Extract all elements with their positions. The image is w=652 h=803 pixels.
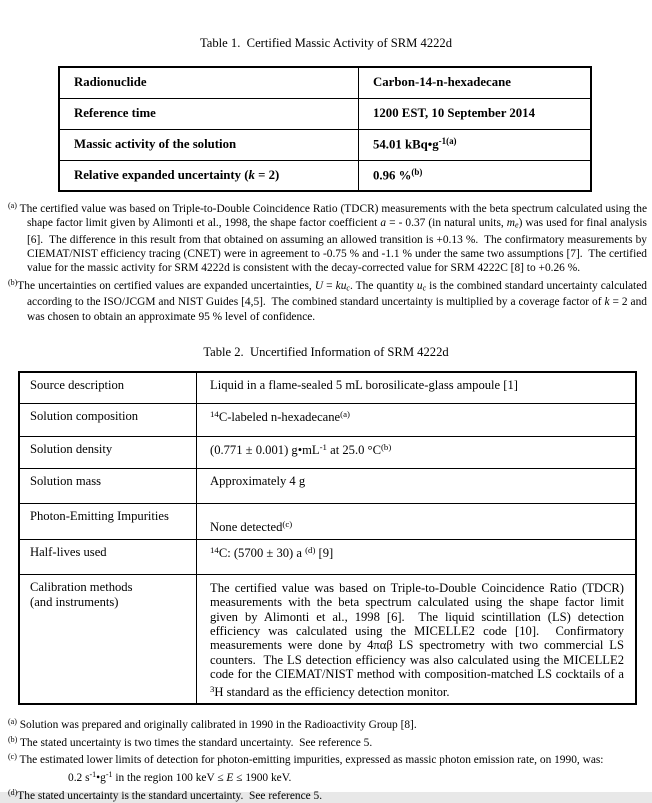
text-segment: ku (336, 280, 347, 292)
table2-label-source-description (19, 372, 197, 403)
table1-footnotes (8, 199, 647, 324)
text-segment: 3 (210, 684, 214, 694)
table-row (59, 129, 591, 160)
text-segment: m (507, 217, 515, 229)
text-segment: (b) (411, 167, 422, 177)
text-segment: Radionuclide (74, 75, 147, 89)
text-segment: -1 (90, 770, 97, 779)
text-segment: Approximately 4 g (210, 474, 305, 488)
table2-label-solution-composition (19, 403, 197, 436)
table2-label-solution-density (19, 436, 197, 468)
text-segment: C: (5700 ± 30) a (219, 546, 305, 560)
text-segment: E (226, 772, 233, 784)
text-segment: (and instruments) (30, 595, 119, 609)
table1-value-uncertainty (359, 160, 592, 191)
table2-label-calibration-methods (19, 574, 197, 704)
text-segment: 0.2 s (68, 772, 90, 784)
text-segment: The uncertainties on certified values are expanded uncertainties, (17, 280, 315, 292)
table1-label-reference-time (59, 98, 359, 129)
text-segment: The stated uncertainty is the standard uncertainty. See reference 5. (17, 789, 322, 801)
table2-value-photon-impurities (197, 503, 637, 539)
text-segment: Calibration methods (30, 580, 132, 594)
table2-value-solution-density (197, 436, 637, 468)
text-segment: k (249, 168, 255, 182)
footnote-b-table2 (8, 733, 647, 751)
text-segment: in the region 100 keV ≤ (113, 772, 227, 784)
text-segment: H standard as the efficiency detection monitor. (214, 685, 449, 699)
text-segment: Solution density (30, 442, 112, 456)
text-segment: -1(a) (439, 136, 457, 146)
table2-label-photon-impurities (19, 503, 197, 539)
text-segment: (d) (8, 788, 17, 797)
text-segment: 14 (210, 409, 219, 419)
text-segment: (b) (381, 442, 391, 452)
text-segment: (b) (8, 278, 17, 287)
text-segment: Photon-Emitting Impurities (30, 509, 169, 523)
table2-value-solution-mass (197, 468, 637, 503)
text-segment: •g (96, 772, 106, 784)
text-segment: = (323, 280, 336, 292)
text-segment: -1 (106, 770, 113, 779)
text-segment: is the combined standard uncertainty calculated according to the ISO/JCGM and NIST Guides [4,5]. The combined standard uncertainty is multiplied by a coverage factor of (27, 280, 647, 309)
text-segment: at 25.0 °C (327, 443, 381, 457)
text-segment: The estimated lower limits of detection for photon-emitting impurities, expressed as massic photon emission rate, on 1990, was: (17, 754, 604, 766)
table1-value-radionuclide (359, 67, 592, 98)
text-segment: u (417, 280, 423, 292)
text-segment: (d) (305, 545, 315, 555)
footnote-d-table2 (8, 786, 647, 803)
table-row (19, 539, 636, 574)
table2-value-source-description (197, 372, 637, 403)
text-segment: U (315, 280, 323, 292)
table1-label-radionuclide (59, 67, 359, 98)
table-row (59, 98, 591, 129)
text-segment: Carbon-14-n-hexadecane (373, 75, 511, 89)
table2-value-half-lives (197, 539, 637, 574)
table-row (19, 403, 636, 436)
text-segment: Reference time (74, 106, 156, 120)
text-segment: a (380, 217, 386, 229)
text-segment: Massic activity of the solution (74, 137, 236, 151)
text-segment: (c) (282, 519, 292, 529)
text-segment: Relative expanded uncertainty ( (74, 168, 249, 182)
text-segment: 1200 EST, 10 September 2014 (373, 106, 535, 120)
table1-label-massic-activity (59, 129, 359, 160)
text-segment: Half-lives used (30, 545, 107, 559)
footnote-c-continuation (8, 768, 647, 786)
text-segment: The certified value was based on Triple-to-Double Coincidence Ratio (TDCR) measurements with the beta spectrum calculated using the shape factor limit given by Alimonti et al., 1998 [6]. The liquid scintillation (LS) detection efficiency was calculated using the MICELLE2 code [10]. Confirmatory measurements were done by 4παβ LS spectrometry with two commercial LS counters. The LS detection efficiency was also calculated using the MICELLE2 code for the CIEMAT/NIST method with composition-matched LS cocktails of a (210, 581, 624, 681)
footnote-b-table1 (8, 276, 647, 324)
text-segment: k (605, 296, 610, 308)
text-segment: = - 0.37 (in natural units, (386, 217, 507, 229)
table2-caption: Table 2. Uncertified Information of SRM 4222d (0, 345, 652, 360)
text-segment: The stated uncertainty is two times the standard uncertainty. See reference 5. (17, 736, 372, 748)
table1-value-massic-activity (359, 129, 592, 160)
table-row (59, 160, 591, 191)
footnote-a-table2 (8, 715, 647, 733)
text-segment: (a) (8, 717, 17, 726)
table2-label-solution-mass (19, 468, 197, 503)
table-row (19, 503, 636, 539)
text-segment: Solution was prepared and originally calibrated in 1990 in the Radioactivity Group [8]. (17, 719, 417, 731)
text-segment: (0.771 ± 0.001) g•mL (210, 443, 320, 457)
table2-value-solution-composition (197, 403, 637, 436)
text-segment: = 2) (255, 168, 279, 182)
table-row (59, 67, 591, 98)
table1-value-reference-time (359, 98, 592, 129)
text-segment: -1 (320, 442, 327, 452)
text-segment: 0.96 % (373, 168, 411, 182)
table2-label-half-lives (19, 539, 197, 574)
table-row (19, 574, 636, 704)
footnote-a-table1 (8, 199, 647, 276)
text-segment: (a) (340, 409, 350, 419)
table-row (19, 436, 636, 468)
table1 (58, 66, 592, 192)
text-segment: ) was used for final analysis [6]. The difference in this result from that obtained on assuming an allowed transition is +0.13 %. The confirmatory measurements by CIEMAT/NIST efficiency tracing (CNET) were in agreement to -0.75 % and -1.1 % under the same two assumptions [7]. The certified value for the massic activity for SRM 4222d is consistent with the decay-corrected value for SRM 4222C [8] to +0.26 %. (27, 217, 647, 274)
text-segment: (c) (8, 752, 17, 761)
text-segment: (b) (8, 735, 17, 744)
text-segment: = 2 and was chosen to obtain an approximate 95 % level of confidence. (27, 296, 647, 322)
text-segment: The certified value was based on Triple-to-Double Coincidence Ratio (TDCR) measurements with the beta spectrum calculated using the shape factor limit given by Alimonti et al., 1998, the shape factor coefficient (17, 203, 647, 229)
text-segment: . The quantity (350, 280, 417, 292)
text-segment: Source description (30, 378, 124, 392)
text-segment: Liquid in a flame-sealed 5 mL borosilicate-glass ampoule [1] (210, 378, 518, 392)
table2-value-calibration-methods (197, 574, 637, 704)
text-segment: 14 (210, 545, 219, 555)
text-segment: Solution composition (30, 409, 138, 423)
text-segment: 54.01 kBq•g (373, 138, 439, 152)
table-row (19, 372, 636, 403)
text-segment: (a) (8, 201, 17, 210)
text-segment: Solution mass (30, 474, 101, 488)
text-segment: ≤ 1900 keV. (233, 772, 291, 784)
table2 (18, 371, 637, 705)
table1-label-uncertainty (59, 160, 359, 191)
text-segment: C-labeled n-hexadecane (219, 410, 340, 424)
text-segment: [9] (315, 546, 333, 560)
text-segment: None detected (210, 520, 282, 534)
text-segment: c (423, 283, 427, 292)
text-segment: e (515, 221, 519, 230)
footnote-c-table2 (8, 750, 647, 768)
text-segment: c (346, 283, 350, 292)
table1-caption: Table 1. Certified Massic Activity of SRM 4222d (0, 36, 652, 51)
table-row (19, 468, 636, 503)
table2-footnotes (8, 715, 647, 803)
